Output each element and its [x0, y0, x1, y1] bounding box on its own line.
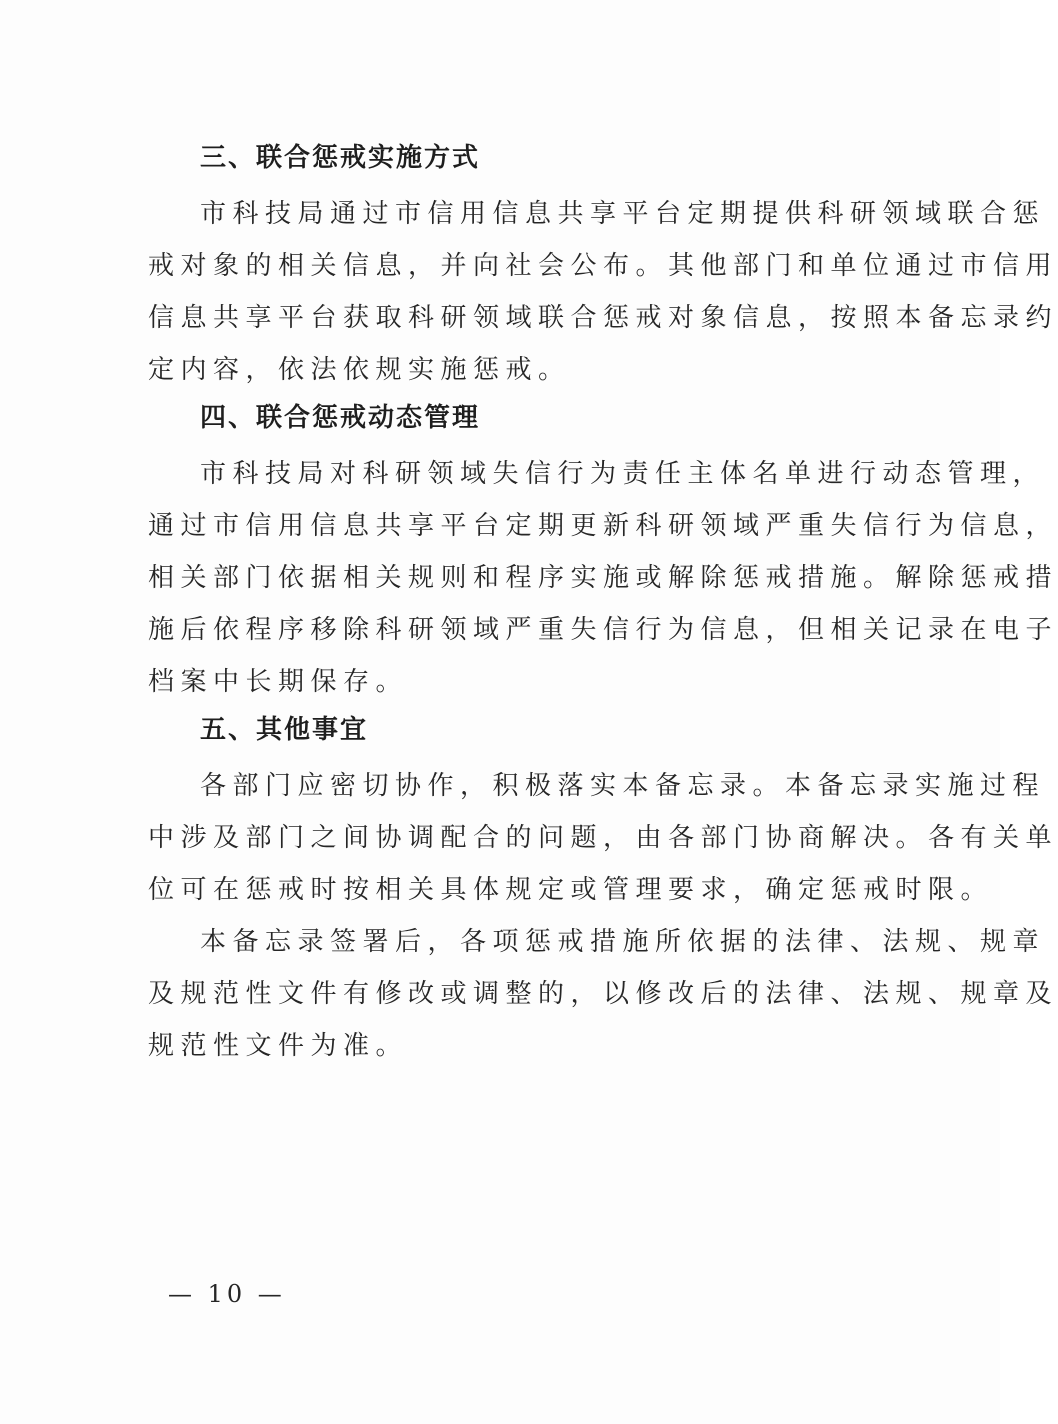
paragraph-line: 相关部门依据相关规则和程序实施或解除惩戒措施。解除惩戒措	[148, 563, 1058, 593]
paragraph-line: 信息共享平台获取科研领域联合惩戒对象信息，按照本备忘录约	[148, 303, 1058, 333]
section-heading-3: 三、联合惩戒实施方式	[200, 143, 481, 173]
paragraph-line: 市科技局通过市信用信息共享平台定期提供科研领域联合惩	[200, 199, 1046, 229]
paragraph-line: 档案中长期保存。	[148, 667, 409, 697]
paragraph-line: 及规范性文件有修改或调整的，以修改后的法律、法规、规章及	[148, 979, 1058, 1009]
paragraph-line: 施后依程序移除科研领域严重失信行为信息，但相关记录在电子	[148, 615, 1058, 645]
paragraph-line: 位可在惩戒时按相关具体规定或管理要求，确定惩戒时限。	[148, 875, 994, 905]
paragraph-line: 市科技局对科研领域失信行为责任主体名单进行动态管理，	[200, 459, 1046, 489]
paragraph-line: 定内容，依法依规实施惩戒。	[148, 355, 571, 385]
section-heading-4: 四、联合惩戒动态管理	[200, 403, 481, 433]
paragraph-line: 各部门应密切协作，积极落实本备忘录。本备忘录实施过程	[200, 771, 1046, 801]
paragraph-line: 中涉及部门之间协调配合的问题，由各部门协商解决。各有关单	[148, 823, 1058, 853]
section-heading-5: 五、其他事宜	[200, 715, 369, 745]
paragraph-line: 规范性文件为准。	[148, 1031, 409, 1061]
page-number: — 10 —	[168, 1280, 286, 1308]
paragraph-line: 本备忘录签署后，各项惩戒措施所依据的法律、法规、规章	[200, 927, 1046, 957]
paragraph-line: 戒对象的相关信息，并向社会公布。其他部门和单位通过市信用	[148, 251, 1058, 281]
paragraph-line: 通过市信用信息共享平台定期更新科研领域严重失信行为信息，	[148, 511, 1058, 541]
